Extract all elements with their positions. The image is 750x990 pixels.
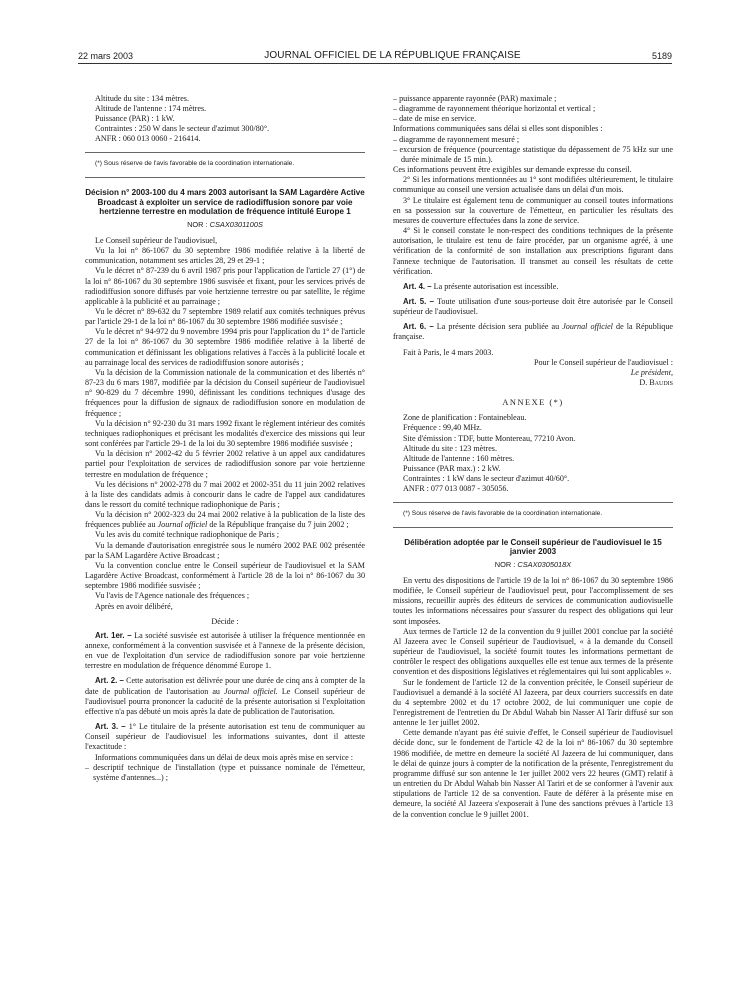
article-text: de la République française. xyxy=(393,322,673,342)
info-list-item: – date de mise en service. xyxy=(393,114,477,124)
visa-paragraph: Vu les décisions n° 2002-278 du 7 mai 2002 et 2002-351 du 11 juin 2002 relatives à la liste des candidats admis à concourir dans le cadre de l'appel aux candidatures dans le ressort du comité technique radiophonique de Paris ; xyxy=(85,479,365,509)
text-segment: de la République française du 7 juin 2002 ; xyxy=(209,520,349,530)
tech-line: Altitude du site : 123 mètres. xyxy=(403,443,497,453)
header-date: 22 mars 2003 xyxy=(78,51,134,61)
nor-reference xyxy=(393,560,673,570)
article-text: Cette autorisation est délivrée pour une durée de cinq ans à compter de la date de publication de l'autorisation au xyxy=(85,676,365,696)
journal-name: Journal officiel. xyxy=(224,686,278,696)
journal-name: Journal officiel xyxy=(157,520,208,530)
tech-line: Altitude de l'antenne : 160 mètres. xyxy=(403,453,515,463)
visa-paragraph: Vu le décret n° 87-239 du 6 avril 1987 pris pour l'application de l'article 27 (1°) de la loi n° 86-1067 du 30 septembre 1986 susvisée et fixant, pour les services privés de radiodiffusion sonore diffusés par voie hertzienne terrestre ou par satellite, le régime applicable à la publicité et au parrainage ; xyxy=(85,266,365,306)
article-4 xyxy=(393,282,673,292)
article-text: Le Conseil supérieur de l'audiovisuel pourra prononcer la caducité de la présente autorisation si l'exploitation effective n'a pas débuté un mois après la date de publication de l'autorisation. xyxy=(85,686,365,716)
body-paragraph: Ces informations peuvent être exigibles sur demande expresse du conseil. xyxy=(393,165,632,175)
header-rule xyxy=(78,63,672,64)
body-paragraph: 3° Le titulaire est également tenu de communiquer au conseil toutes informations en sa possession sur la couverture de l'émetteur, en particulier les résultats des mesures de couverture effectuées dans la zone de service. xyxy=(393,195,673,225)
visa-paragraph: Vu le décret n° 94-972 du 9 novembre 1994 pris pour l'application du 1° de l'article 27 de la loi n° 86-1067 du 30 septembre 1986 modifiée relative à la liberté de communication et définissant les obligations relatives à l'accès à la publicité locale et au parrainage local des services de radiodiffusion sonore autorisés ; xyxy=(85,327,365,367)
tech-line: Zone de planification : Fontainebleau. xyxy=(403,413,527,423)
deliberation-paragraph: Cette demande n'ayant pas été suivie d'effet, le Conseil supérieur de l'audiovisuel décide donc, sur le fondement de l'article 42 de la loi n° 86-1067 du 30 septembre 1986 modifiée, de mettre en demeure la société Al Jazeera de lui communiquer, dans le délai de quinze jours à compter de la notification de la présente, l'enregistrement du programme diffusé sur son antenne le 1er juillet 2002 vers 22 heures (GMT) relatif à un entretien du Dr Abdul Wahab bin Nasser Al Tariri et de se conformer à l'avenir aux stipulations de l'article 12 de sa convention. Faute de déférer à la présente mise en demeure, la société Al Jazeera s'exposerait à l'une des sanctions prévues à l'article 13 de la convention conclue le 9 juillet 2001. xyxy=(393,728,673,819)
right-column xyxy=(393,94,673,960)
info-list-item: – descriptif technique de l'installation (type et puissance nominale de l'émetteur, système d'antennes...) ; xyxy=(85,762,365,782)
signature-role: Le président, xyxy=(630,367,673,377)
article-text: Toute utilisation d'une sous-porteuse doit être autorisée par le Conseil supérieur de l'audiovisuel. xyxy=(393,296,673,317)
article-text: La présente décision sera publiée au xyxy=(436,322,560,332)
decision-title: Décision n° 2003-100 du 4 mars 2003 autorisant la SAM Lagardère Active Broadcast à exploiter un service de radiodiffusion sonore par voie hertzienne terrestre en modulation de fréquence intitulé Europe 1 xyxy=(85,187,365,217)
tech-line: Contraintes : 250 W dans le secteur d'azimut 300/80°. xyxy=(95,124,270,134)
nor-label: NOR : xyxy=(494,559,516,569)
article-3 xyxy=(85,722,365,752)
nor-code: CSAX0305018X xyxy=(517,559,572,569)
visa-paragraph: Vu l'avis de l'Agence nationale des fréquences ; xyxy=(95,591,250,601)
tech-line: Puissance (PAR max.) : 2 kW. xyxy=(403,463,501,473)
deliberation-paragraph: En vertu des dispositions de l'article 19 de la loi n° 86-1067 du 30 septembre 1986 modifiée, le Conseil supérieur de l'audiovisuel peut, pour l'accomplissement de ses missions, recueillir auprès des éditeurs de services de communication audiovisuelle toutes les informations nécessaires pour s'assurer du respect des obligations qui leur sont imposées. xyxy=(393,575,673,626)
decide-heading: Décide : xyxy=(211,616,239,626)
annex-title: ANNEXE (*) xyxy=(502,398,564,408)
info-list-item: – puissance apparente rayonnée (PAR) maximale ; xyxy=(393,94,557,103)
article-label: Art. 3. – xyxy=(95,722,126,732)
info-no-delay-heading: Informations communiquées sans délai si elles sont disponibles : xyxy=(393,124,603,134)
tech-line: ANFR : 077 013 0087 - 305056. xyxy=(403,484,509,494)
article-label: Art. 1er. – xyxy=(95,630,132,640)
tech-specs-top xyxy=(85,94,365,144)
section-divider xyxy=(85,177,365,178)
page-number: 5189 xyxy=(651,51,672,61)
visa-paragraph: Vu la décision de la Commission nationale de la communication et des libertés n° 87-23 du 6 mars 1987, modifiée par la décision du Conseil supérieur de l'audiovisuel n° 90-829 du 7 décembre 1990, définissant les conditions techniques d'usage des fréquences pour la diffusion de signaux de radiodiffusion sonore en modulation de fréquence ; xyxy=(85,367,365,418)
footnote: (*) Sous réserve de l'avis favorable de la coordination internationale. xyxy=(95,160,295,168)
visa-paragraph: Vu la demande d'autorisation enregistrée sous le numéro 2002 PAE 002 présentée par la SAM Lagardère Active Broadcast ; xyxy=(85,540,365,560)
annex-tech-specs xyxy=(393,413,673,494)
tech-line: Altitude de l'antenne : 174 mètres. xyxy=(95,104,207,114)
article-text: La présente autorisation est incessible. xyxy=(433,281,559,291)
text-segment: Vu la décision n° 2002-323 du 24 mai 2002 relative à la publication de la liste des fréquences publiée au xyxy=(85,510,365,530)
info-delay-heading: Informations communiquées dans un délai de deux mois après mise en service : xyxy=(95,752,354,762)
info-list-item: – diagramme de rayonnement théorique horizontal et vertical ; xyxy=(393,104,596,114)
signature-name: D. Baudis xyxy=(639,378,673,388)
visa-paragraph: Vu la décision n° 2002-42 du 5 février 2002 relative à un appel aux candidatures partiel pour l'exploitation de services de radiodiffusion sonore par voie hertzienne terrestre en modulation de fréquence ; xyxy=(85,449,365,479)
article-text: 1° Le titulaire de la présente autorisation est tenu de communiquer au Conseil supérieur de l'audiovisuel les informations suivantes, dont il atteste l'exactitude : xyxy=(85,722,365,752)
visa-paragraph-journal xyxy=(85,510,365,530)
section-divider xyxy=(393,527,673,528)
article-6 xyxy=(393,322,673,342)
nor-code: CSAX0301100S xyxy=(209,219,263,229)
article-2 xyxy=(85,676,365,717)
tech-line: Contraintes : 1 kW dans le secteur d'azimut 40/60°. xyxy=(403,473,570,483)
nor-reference xyxy=(85,220,365,230)
tech-line: Altitude du site : 134 mètres. xyxy=(95,94,189,103)
article-label: Art. 5. – xyxy=(403,296,434,306)
visa-paragraph: Après en avoir délibéré, xyxy=(95,601,173,611)
tech-line: Fréquence : 99,40 MHz. xyxy=(403,423,482,433)
deliberation-paragraph: Aux termes de l'article 12 de la convention du 9 juillet 2001 conclue par la société Al Jazeera avec le Conseil supérieur de l'audiovisuel, « à la demande du Conseil supérieur de l'audiovisuel, la société fournit toutes les informations permettant de contrôler le respect des obligations auxquelles elle est tenue aux termes de la présente convention et des dispositions législatives et réglementaires qui lui sont applicables ». xyxy=(393,626,673,677)
intro-line: Le Conseil supérieur de l'audiovisuel, xyxy=(95,235,218,245)
visa-paragraph: Vu le décret n° 89-632 du 7 septembre 1989 relatif aux comités techniques prévus par l'article 29-1 de la loi n° 86-1067 du 30 septembre 1986 modifiée susvisée ; xyxy=(85,307,365,327)
article-1 xyxy=(85,631,365,672)
footnote: (*) Sous réserve de l'avis favorable de la coordination internationale. xyxy=(403,510,603,518)
place-date: Fait à Paris, le 4 mars 2003. xyxy=(403,347,494,357)
article-5 xyxy=(393,297,673,317)
tech-line: ANFR : 060 013 0060 - 216414. xyxy=(95,134,201,144)
tech-line: Puissance (PAR) : 1 kW. xyxy=(95,114,175,124)
visa-paragraph: Vu la convention conclue entre le Conseil supérieur de l'audiovisuel et la SAM Lagardère Active Broadcast, conformément à l'article 28 de la loi n° 86-1067 du 30 septembre 1986 modifiée susvisée ; xyxy=(85,560,365,591)
signature-for: Pour le Conseil supérieur de l'audiovisuel : xyxy=(533,357,673,367)
visa-paragraph: Vu la loi n° 86-1067 du 30 septembre 1986 modifiée relative à la liberté de communication, notamment ses articles 28, 29 et 29-1 ; xyxy=(85,246,365,266)
journal-title: JOURNAL OFFICIEL DE LA RÉPUBLIQUE FRANÇAISE xyxy=(264,50,521,61)
left-column xyxy=(85,94,365,960)
section-divider xyxy=(393,502,673,503)
section-divider xyxy=(85,152,365,153)
visa-paragraph: Vu les avis du comité technique radiophonique de Paris ; xyxy=(95,530,280,540)
body-paragraph: 4° Si le conseil constate le non-respect des conditions techniques de la présente autorisation, le titulaire est tenu de faire procéder, par un organisme agréé, à une vérification de la conformité de son installation aux prescriptions figurant dans l'annexe technique de l'autorisation. Il transmet au conseil les résultats de cette vérification. xyxy=(393,226,673,276)
deliberation-title: Délibération adoptée par le Conseil supérieur de l'audiovisuel le 15 janvier 2003 xyxy=(404,537,662,557)
body-paragraph: 2° Si les informations mentionnées au 1° sont modifiées ultérieurement, le titulaire communique au conseil une version actualisée dans un délai d'un mois. xyxy=(393,175,673,195)
page-header xyxy=(78,47,672,61)
tech-line: Site d'émission : TDF, butte Montereau, 77210 Avon. xyxy=(403,433,576,443)
article-label: Art. 6. – xyxy=(403,322,434,332)
article-label: Art. 4. – xyxy=(403,281,432,291)
visa-paragraph: Vu la décision n° 92-230 du 31 mars 1992 fixant le règlement intérieur des comités techniques radiophoniques et précisant les modalités d'exercice des missions qui leur sont conférées par l'article 29-1 de la loi du 30 septembre 1986 modifiée susvisée ; xyxy=(85,418,365,449)
article-label: Art. 2. – xyxy=(95,676,124,686)
article-text: La société susvisée est autorisée à utiliser la fréquence mentionnée en annexe, conformément à la convention susvisée et à l'annexe de la présente décision, en vue de l'exploitation d'un service de radiodiffusion sonore par voie hertzienne terrestre en modulation de fréquence dénommé Europe 1. xyxy=(85,630,365,671)
info-list-item: – diagramme de rayonnement mesuré ; xyxy=(393,134,520,144)
journal-name: Journal officiel xyxy=(562,322,613,332)
deliberation-paragraph: Sur le fondement de l'article 12 de la convention précitée, le Conseil supérieur de l'audiovisuel a demandé à la société Al Jazeera, par deux courriers successifs en date du 4 septembre 2002 et du 17 octobre 2002, de lui communiquer une copie de l'enregistrement de l'entretien du Dr Abdul Wahab bin Nasser Al Tarir diffusé sur son antenne le 1er juillet 2002. xyxy=(393,677,673,728)
info-list-item: – excursion de fréquence (pourcentage statistique du dépassement de 75 kHz sur une durée minimale de 15 min.). xyxy=(393,144,673,164)
nor-label: NOR : xyxy=(187,219,208,229)
